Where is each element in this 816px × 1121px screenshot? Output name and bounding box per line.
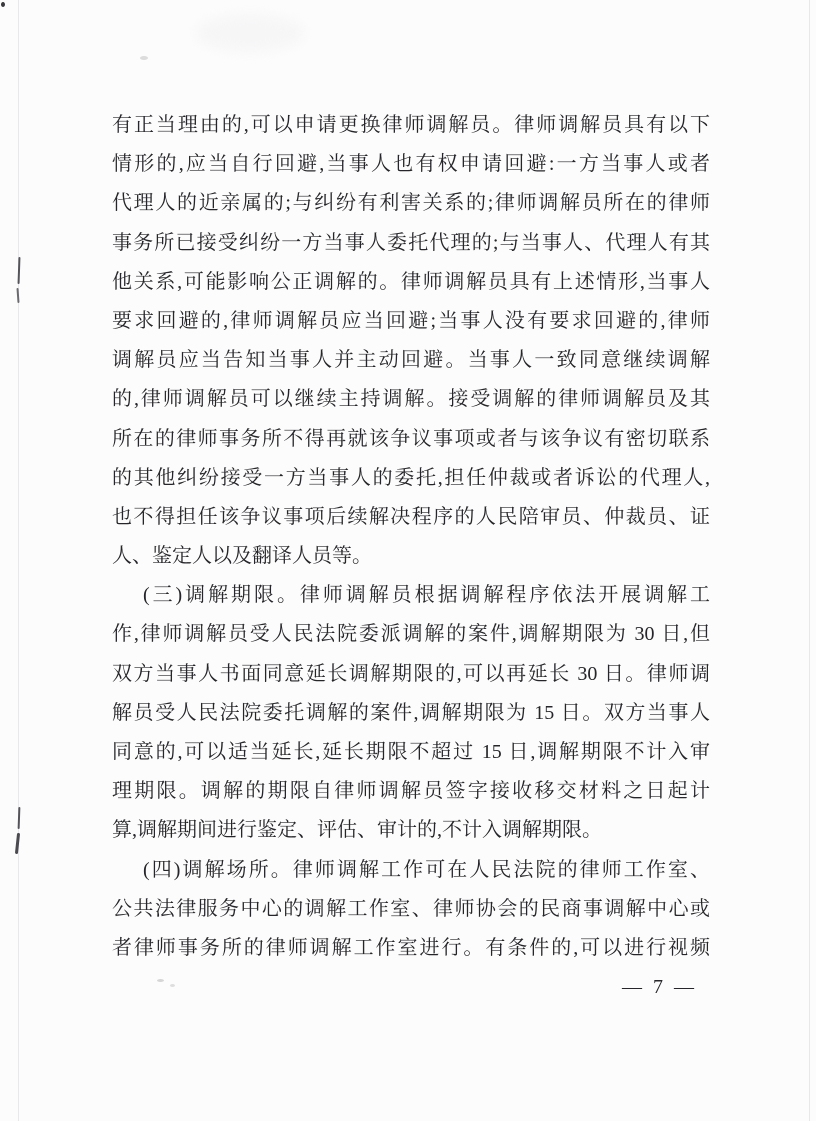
scan-left-edge-line — [18, 0, 19, 1121]
document-text-block — [112, 106, 710, 968]
text-line: 所在的律师事务所不得再就该争议事项或者与该争议有密切联系 — [112, 427, 710, 450]
binding-mark — [15, 833, 20, 854]
text-line: 双方当事人书面同意延长调解期限的,可以再延长 30 日。律师调 — [112, 662, 710, 685]
scan-smudge — [195, 14, 305, 52]
scan-speck — [140, 56, 148, 60]
text-line: 解员受人民法院委托调解的案件,调解期限为 15 日。双方当事人 — [112, 701, 710, 724]
text-line: 要求回避的,律师调解员应当回避;当事人没有要求回避的,律师 — [112, 309, 710, 332]
scan-speck — [157, 979, 164, 982]
text-line: 的,律师调解员可以继续主持调解。接受调解的律师调解员及其 — [112, 388, 710, 411]
scan-right-edge-line — [809, 0, 810, 1121]
text-line: (三)调解期限。律师调解员根据调解程序依法开展调解工 — [143, 584, 710, 607]
binding-mark — [16, 288, 19, 303]
text-line: 的其他纠纷接受一方当事人的委托,担任仲裁或者诉讼的代理人, — [112, 466, 710, 489]
text-line: 他关系,可能影响公正调解的。律师调解员具有上述情形,当事人 — [112, 270, 710, 293]
text-line: 同意的,可以适当延长,延长期限不超过 15 日,调解期限不计入审 — [112, 741, 710, 763]
binding-mark — [18, 807, 21, 829]
text-line: 者律师事务所的律师调解工作室进行。有条件的,可以进行视频 — [112, 936, 710, 959]
scan-speck — [170, 984, 175, 987]
text-line: 理期限。调解的期限自律师调解员签字接收移交材料之日起计 — [112, 780, 710, 803]
page-number: — 7 — — [622, 976, 697, 998]
text-line: 有正当理由的,可以申请更换律师调解员。律师调解员具有以下 — [112, 114, 710, 136]
text-line: 调解员应当告知当事人并主动回避。当事人一致同意继续调解 — [112, 349, 710, 372]
text-line: 事务所已接受纠纷一方当事人委托代理的;与当事人、代理人有其 — [112, 231, 710, 254]
text-line: 算,调解期间进行鉴定、评估、审计的,不计入调解期限。 — [112, 819, 602, 842]
scan-speck — [1, 2, 5, 7]
text-line: 情形的,应当自行回避,当事人也有权申请回避:一方当事人或者 — [112, 153, 710, 176]
text-line: 人、鉴定人以及翻译人员等。 — [112, 545, 372, 568]
text-line: (四)调解场所。律师调解工作可在人民法院的律师工作室、 — [143, 858, 710, 881]
binding-mark — [18, 257, 21, 284]
text-line: 也不得担任该争议事项后续解决程序的人民陪审员、仲裁员、证 — [112, 505, 710, 528]
text-line: 公共法律服务中心的调解工作室、律师协会的民商事调解中心或 — [112, 897, 710, 920]
text-line: 作,律师调解员受人民法院委派调解的案件,调解期限为 30 日,但 — [112, 623, 710, 646]
text-line: 代理人的近亲属的;与纠纷有利害关系的;律师调解员所在的律师 — [112, 192, 710, 215]
